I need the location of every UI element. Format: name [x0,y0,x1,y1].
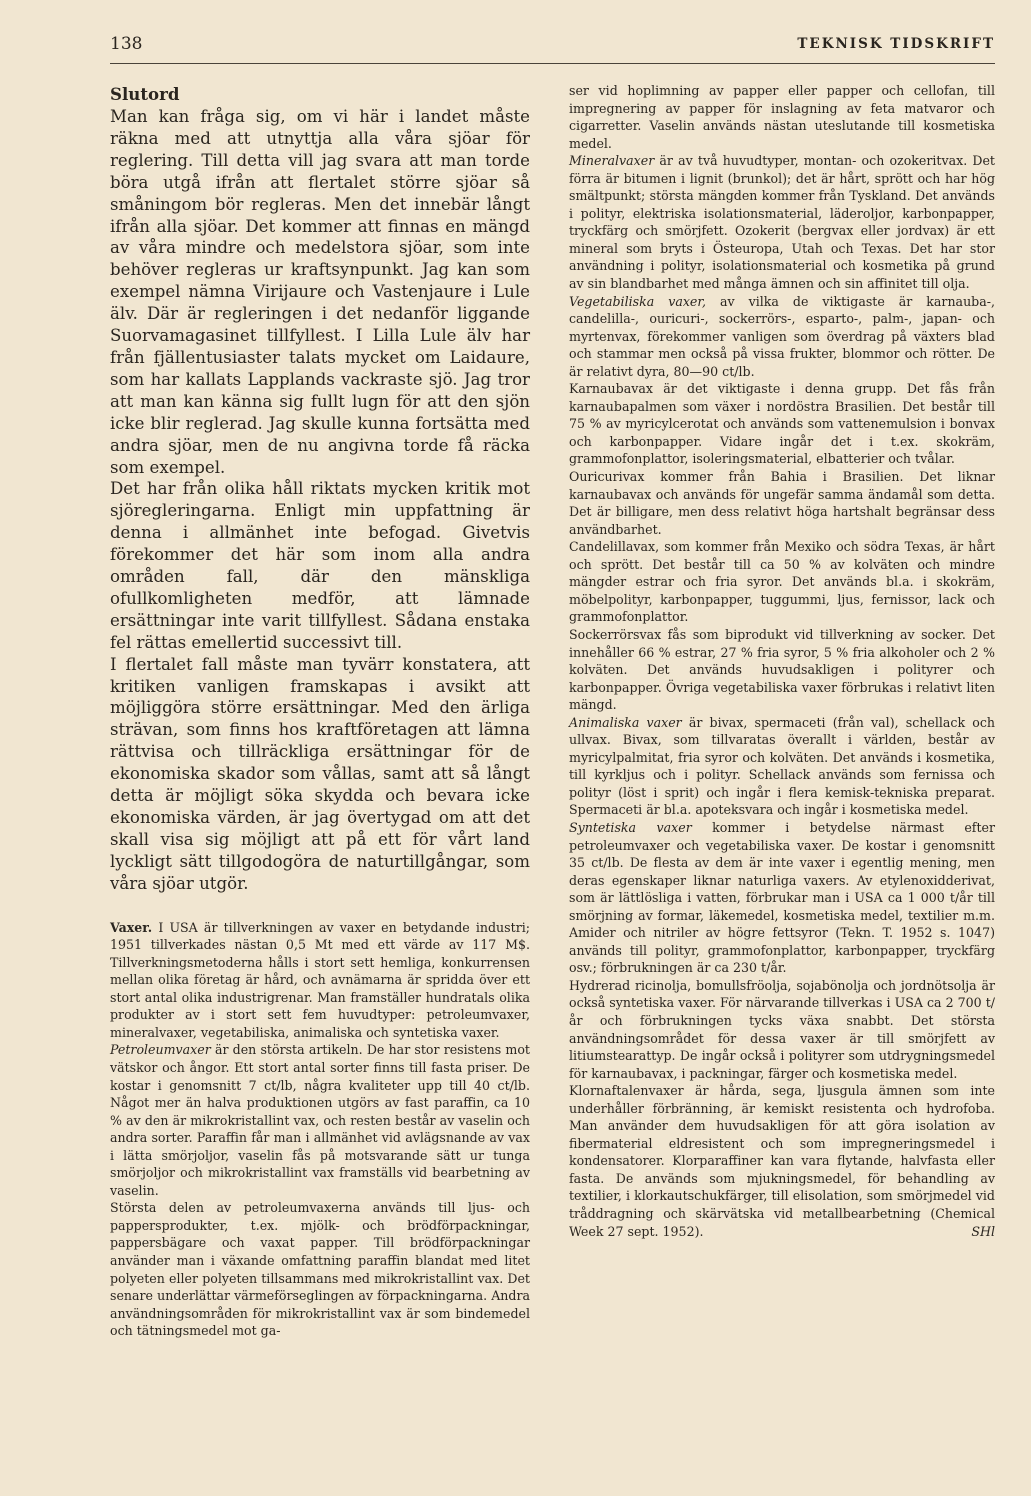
slutord-section [110,82,530,895]
paragraph: Syntetiska vaxer kommer i betydelse närmast efter petroleumvaxer och vegetabiliska vaxer. De kostar i genomsnitt 35 ct/lb. De flesta av dem är inte vaxer i egentlig mening, men deras egenskaper liknar naturliga vaxers. Av etylenoxidderivat, som är lättlösliga i vatten, förbrukar man i USA ca 1 000 t/år till smörjning av formar, läkemedel, kosmetiska medel, textilier m.m. Amider och nitriler av högre fettsyror (Tekn. T. 1952 s. 1047) används till polityr, grammofonplattor, karbonpapper, tryckfärg osv.; förbrukningen är ca 230 t/år. [569,819,995,976]
article-title: Vaxer. [110,919,153,935]
paragraph: Mineralvaxer är av två huvudtyper, montan- och ozokeritvax. Det förra är bitumen i lignit (brunkol); det är hårt, sprött och har hög smältpunkt; största mängden kommer från Tyskland. Det används i polityr, elektriska isolationsmaterial, läderoljor, karbonpapper, tryckfärg och smörjfett. Ozokerit (bergvax eller jordvax) är ett mineral som bryts i Östeuropa, Utah och Texas. Det har stor användning i polityr, isolationsmaterial och kosmetika på grund av sin blandbarhet med många ämnen och sin affinitet till olja. [569,153,995,292]
paragraph: Ouricurivax kommer från Bahia i Brasilien. Det liknar karnaubavax och används för ungefär samma ändamål som detta. Det är billigare, men dess relativt höga hartshalt begränsar dess användbarhet. [569,469,995,537]
paragraph: Det har från olika håll riktats mycken kritik mot sjöregleringarna. Enligt min uppfattning är denna i allmänhet inte befogad. Givetvis förekommer det här som inom alla andra områden fall, där den mänskliga ofullkomligheten medför, att lämnade ersättningar inte varit tillfyllest. Sådana enstaka fel rättas emellertid successivt till. [110,479,530,652]
left-column [110,82,530,1340]
paragraph: Man kan fråga sig, om vi här i landet måste räkna med att utnyttja alla våra sjöar för reglering. Till detta vill jag svara att man torde böra utgå ifrån att flertalet större sjöar så småningom bör regleras. Men det innebär långt ifrån alla sjöar. Det kommer att finnas en mängd av våra mindre och medelstora sjöar, som inte behöver regleras ur kraftsynpunkt. Jag kan som exempel nämna Virijaure och Vastenjaure i Lule älv. Där är regleringen i det nedanför liggande Suorvamagasinet tillfyllest. I Lilla Lule älv har från fjällentusiaster talats mycket om Laidaure, som har kallats Lapplands vackraste sjö. Jag tror att man kan känna sig fullt lugn för att den sjön icke blir reglerad. Jag skulle kunna fortsätta med andra sjöar, men de nu angivna torde få räcka som exempel. [110,107,530,477]
signature: SHl [971,1223,995,1239]
paragraph: Karnaubavax är det viktigaste i denna grupp. Det fås från karnaubapalmen som växer i nordöstra Brasilien. Det består till 75 % av myricylcerotat och används som vattenemulsion i bonvax och karbonpapper. Vidare ingår det i t.ex. skokräm, grammofonplattor, isoleringsmaterial, elbatterier och tvålar. [569,381,995,467]
running-head: TEKNISK TIDSKRIFT [797,36,995,52]
header-rule [110,63,995,64]
paragraph: Animaliska vaxer är bivax, spermaceti (från val), schellack och ullvax. Bivax, som tillvaratas överallt i världen, består av myricylpalmitat, fria syror och kolväten. Det används i kosmetika, till kyrkljus och i polityr. Schellack används som fernissa och polityr (löst i sprit) och ingår i flera kemisk-tekniska preparat. Spermaceti är bl.a. apoteksvara och ingår i kosmetiska medel. [569,714,995,818]
paragraph: I flertalet fall måste man tyvärr konstatera, att kritiken vanligen framskapas i avsikt att möjliggöra större ersättningar. Med den ärliga strävan, som finns hos kraftföretagen att lämna rättvisa och tillräckliga ersättningar för de ekonomiska skador som vållas, samt att så långt detta är möjligt söka skydda och bevara icke ekonomiska värden, är jag övertygad om att det skall visa sig möjligt att på ett för vårt land lyckligt sätt tillgodogöra de naturtillgångar, som våra sjöar utgör. [110,654,530,893]
paragraph: Klornaftalenvaxer är hårda, sega, ljusgula ämnen som inte underhåller förbränning, är kemiskt resistenta och hydrofoba. Man använder dem huvudsakligen för att göra isolation av fibermaterial eldresistent och som impregneringsmedel i kondensatorer. Klorparaffiner kan vara flytande, halvfasta eller fasta. De används som mjukningsmedel, för behandling av textilier, i klorkautschukfärger, till elisolation, som smörjmedel vid tråddragning och skärvätska vid metallbearbetning (Chemical Week 27 sept. 1952). SHl [569,1083,995,1239]
paragraph: Petroleumvaxer är den största artikeln. De har stor resistens mot vätskor och ångor. Ett stort antal sorter finns till fasta priser. De kostar i genomsnitt 7 ct/lb, några kvaliteter upp till 40 ct/lb. Något mer än halva produktionen utgörs av fast paraffin, ca 10 % av den är mikrokristallint vax, och resten består av vaselin och andra sorter. Paraffin får man i allmänhet vid avlägsnande av vax i lätta smörjoljor, vaselin fås på motsvarande sätt ur tunga smörjoljor och mikrokristallint vax framställs vid bearbetning av vaselin. [110,1042,530,1198]
paragraph: Sockerrörsvax fås som biprodukt vid tillverkning av socker. Det innehåller 66 % estrar, 27 % fria syror, 5 % fria alkoholer och 2 % kolväten. Det används huvudsakligen i polityrer och karbonpapper. Övriga vegetabiliska vaxer förbrukas i relativt liten mängd. [569,626,995,713]
paragraph: Vaxer. I USA är tillverkningen av vaxer en betydande industri; 1951 tillverkades nästan 0,5 Mt med ett värde av 117 M$. Tillverkningsmetoderna hålls i stort sett hemliga, konkurrensen mellan olika företag är hård, och avnämarna är spridda över ett stort antal olika industrigrenar. Man framställer hundratals olika produkter av i stort sett fem huvudtyper: petroleumvaxer, mineralvaxer, vegetabiliska, animaliska och syntetiska vaxer. [110,919,530,1040]
section-heading: Slutord [110,84,180,104]
paragraph: Vegetabiliska vaxer, av vilka de viktigaste är karnauba-, candelilla-, ouricuri-, sockerrörs-, esparto-, palm-, japan- och myrtenvax, förekommer vanligen som överdrag på växters blad och stammar men också på vissa frukter, blommor och rötter. De är relativt dyra, 80—90 ct/lb. [569,293,996,379]
paragraph: Hydrerad ricinolja, bomullsfröolja, sojabönolja och jordnötsolja är också syntetiska vaxer. För närvarande tillverkas i USA ca 2 700 t/år och förbrukningen tycks växa snabbt. Det största användningsområdet för dessa vaxer är till smörjfett av litiumstearattyp. De ingår också i polityrer som utdrygningsmedel för karnaubavax, i packningar, färger och kosmetiska medel. [569,977,995,1081]
paragraph: Candelillavax, som kommer från Mexiko och södra Texas, är hårt och sprött. Det består till ca 50 % av kolväten och mindre mängder estrar och fria syror. Det används bl.a. i skokräm, möbelpolityr, karbonpapper, tuggummi, ljus, fernissor, lack och grammofonplattor. [569,539,995,625]
page-header [110,34,995,60]
paragraph: ser vid hoplimning av papper eller papper och cellofan, till impregnering av papper för inslagning av feta matvaror och cigarretter. Vaselin används nästan uteslutande till kosmetiska medel. [569,83,995,151]
paragraph: Största delen av petroleumvaxerna används till ljus- och pappersprodukter, t.ex. mjölk- och brödförpackningar, pappersbägare och vaxat papper. Till brödförpackningar använder man i växande omfattning paraffin blandat med litet polyeten eller polyeten tillsammans med mikrokristallint vax. Det senare underlättar värmeförseglingen av förpackningarna. Andra användningsområden för mikrokristallint vax är som bindemedel och tätningsmedel mot ga- [110,1200,530,1339]
right-column [569,82,995,1240]
vaxer-article [110,919,530,1340]
page-number: 138 [110,34,143,54]
